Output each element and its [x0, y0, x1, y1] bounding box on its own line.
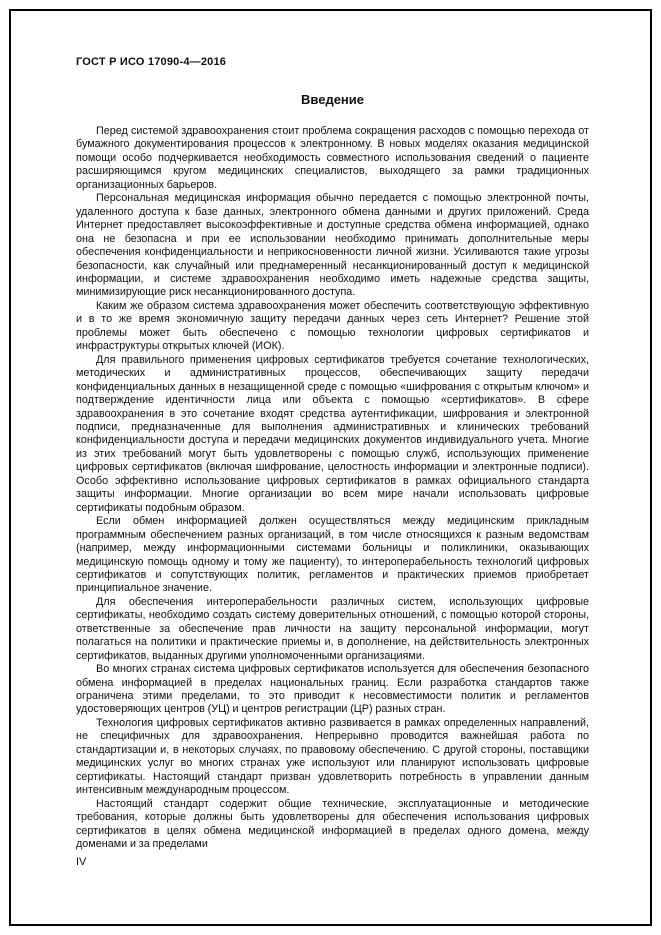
document-number: ГОСТ Р ИСО 17090-4—2016 [76, 56, 227, 68]
paragraph-2: Персональная медицинская информация обычно передается с помощью электронной почты, удаленного доступа к базе данных, электронного обмена данными и других приложений. Среда Интернет предоставляет высокоэффективные и доступные средства обмена информацией, однако она не безопасна и при ее использовании необходимо принимать дополнительные меры обеспечения конфиденциальности и неприкосновенности личной жизни. Усиливаются такие угрозы безопасности, как случайный или преднамеренный несанкционированный доступ к медицинской информации, и системе здравоохранения необходимо иметь надежные средства защиты, минимизирующие риск несанкционированного доступа. [76, 192, 589, 299]
body-text [76, 125, 589, 851]
page-content [76, 56, 589, 868]
page-number: IV [76, 856, 87, 869]
paragraph-1: Перед системой здравоохранения стоит проблема сокращения расходов с помощью перехода от бумажного документирования процессов к электронному. В новых моделях оказания медицинской помощи особо подчеркивается необходимость совместного использования сведений о пациенте расширяющимся кругом медицинских специалистов, выходящего за рамки традиционных организационных барьеров. [76, 125, 589, 191]
section-title: Введение [301, 92, 364, 107]
paragraph-3: Каким же образом система здравоохранения может обеспечить соответствующую эффективную и в то же время экономичную защиту передачи данных через сеть Интернет? Решение этой проблемы может быть обеспечено с помощью технологии цифровых сертификатов и инфраструктуры открытых ключей (ИОК). [76, 299, 589, 353]
paragraph-9: Настоящий стандарт содержит общие технические, эксплуатационные и методические требования, которые должны быть удовлетворены для обеспечения использования цифровых сертификатов в целях обмена медицинской информацией в пределах одного домена, между доменами и за пределами [76, 797, 589, 851]
paragraph-7: Во многих странах система цифровых сертификатов используется для обеспечения безопасного обмена информацией в пределах национальных границ. Если разработка стандартов также ограничена этими пределами, то это приводит к несовместимости политик и регламентов удостоверяющих центров (УЦ) и центров регистрации (ЦР) разных стран. [76, 663, 589, 716]
paragraph-8: Технология цифровых сертификатов активно развивается в рамках определенных направлений, не специфичных для здравоохранения. Непрерывно проводится важнейшая работа по стандартизации и, в некоторых случаях, по правовому обеспечению. С другой стороны, поставщики медицинских услуг во многих странах уже используют или планируют использовать цифровые сертификаты. Настоящий стандарт призван удовлетворить потребность в управлении данным интенсивным международным процессом. [76, 716, 589, 797]
paragraph-5: Если обмен информацией должен осуществляться между медицинским прикладным программным обеспечением разных организаций, в том числе относящихся к разным ведомствам (например, между информационными системами больницы и поликлиники, оказывающих медицинскую помощь одному и тому же пациенту), то интероперабельность технологий цифровых сертификатов и сопутствующих политик, регламентов и практических приемов приобретает принципиальное значение. [76, 515, 589, 595]
paragraph-4: Для правильного применения цифровых сертификатов требуется сочетание технологических, методических и административных процессов, обеспечивающих защиту передачи конфиденциальных данных в незащищенной среде с помощью «шифрования с открытым ключом» и подтверждение идентичности лица или объекта с помощью «сертификатов». В сфере здравоохранения в это сочетание входят средства аутентификации, шифрования и электронной подписи, предназначенные для выполнения административных и клинических требований конфиденциальности доступа и передачи медицинских документов индивидуального учета. Многие из этих требований могут быть удовлетворены с помощью служб, использующих применение цифровых сертификатов (включая шифрование, целостность информации и электронные подписи). Особо эффективно использование цифровых сертификатов в рамках официального стандарта защиты информации. Многие организации во всем мире начали использовать цифровые сертификаты подобным образом. [76, 353, 589, 514]
paragraph-6: Для обеспечения интероперабельности различных систем, использующих цифровые сертификаты, необходимо создать систему доверительных отношений, с помощью которой стороны, ответственные за обеспечение прав личности на защиту персональной информации, могут полагаться на политики и практические приемы и, в дополнение, на действительность электронных сертификатов, выданных другими уполномоченными организациями. [76, 595, 589, 662]
